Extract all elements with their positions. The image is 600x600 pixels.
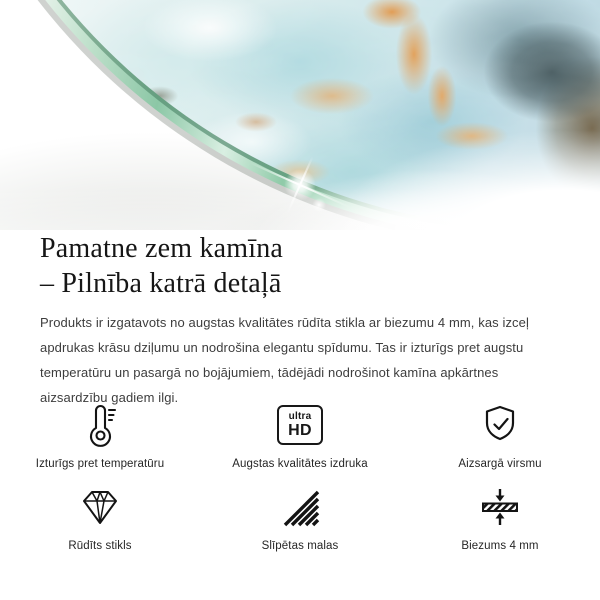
product-description: Produkts ir izgatavots no augstas kvalitātes rūdīta stikla ar biezumu 4 mm, kas izceļ apdrukas krāsu dziļumu un nodrošina elegantu spīdumu. Tas ir izturīgs pret augstu temperatūru un pasargā no bojājumiem, tādējādi nodrošinot kamīna apkārtnes aizsardzību gadiem ilgi. [40,315,529,405]
product-image [0,0,600,230]
page-title [40,231,283,301]
features-grid [0,398,600,562]
feature-label: Rūdīts stikls [68,540,132,552]
feature-label: Augstas kvalitātes izdruka [232,458,368,470]
feature-print-quality [200,398,400,480]
ultra-hd-icon [277,398,323,452]
page-title-line1: Pamatne zem kamīna [40,233,284,264]
feature-protection [400,398,600,480]
feature-beveled-edges [200,480,400,562]
feature-thickness [400,480,600,562]
feature-temperature [0,398,200,480]
thickness-icon [477,480,523,534]
feature-label: Slīpētas malas [261,540,339,552]
feature-tempered-glass [0,480,200,562]
diamond-icon [77,480,123,534]
ultra-hd-text-bottom: HD [288,421,312,439]
beveled-edges-icon [277,480,323,534]
feature-label: Biezums 4 mm [461,540,539,552]
feature-label: Aizsargā virsmu [458,458,542,470]
ultra-hd-text-top: ultra [288,410,312,422]
feature-label: Izturīgs pret temperatūru [35,458,165,470]
thermometer-icon [77,398,123,452]
shield-check-icon [477,398,523,452]
small-glint-icon [312,198,326,212]
page-title-line2: – Pilnība katrā detaļā [40,268,282,299]
